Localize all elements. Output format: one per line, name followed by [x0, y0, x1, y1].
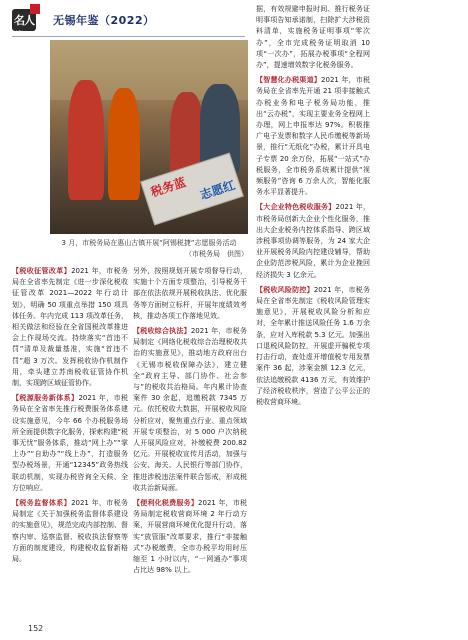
photo-volunteer [108, 88, 140, 200]
header-divider [12, 36, 245, 37]
article-paragraph [256, 4, 370, 71]
article-paragraph [256, 285, 370, 408]
section-heading: 【大企业特色税收服务】 [256, 203, 336, 212]
page-number: 152 [28, 624, 44, 633]
text-column-2 [133, 266, 247, 620]
section-heading: 【便利化税费服务】 [133, 499, 199, 508]
section-heading: 【税收风险防控】 [256, 285, 314, 294]
article-paragraph [133, 326, 247, 494]
photo-caption: 3 月，市税务局在惠山古镇开展“阿锡税捷”志愿服务活动 [61, 239, 237, 247]
paragraph-text: 2021 年，市税务局在全省率先制定《进一步深化税收征管改革 2021—2022 年行动计划》，明确 50 项重点举措 150 项具体任务。年内完成 113 项改革任务，相关做法和经验在全省国税改革推进会上作现场交流。持续落实“首违不罚”清单及裁量基准，实施“首违不罚”超 3 万次。发挥税收协作机制作用，牵头建立苏南税收征管协作机制，实现跨区域征管协作。 [12, 267, 128, 388]
banner-text-red: 税务蓝 [149, 175, 188, 200]
section-heading: 【税源服务新体系】 [12, 394, 79, 403]
page-header [0, 0, 468, 43]
article-paragraph [133, 266, 247, 322]
section-heading: 【智慧化办税渠道】 [256, 76, 322, 85]
banner-text-blue: 志愿红 [198, 177, 237, 203]
paragraph-text: 2021 年，市税务局在全省率先推行税费服务体系建设实施意见，今年 66 个办税服务场所全面提供数字化服务，探索构建“税事无忧”服务体系，推动“网上办”“掌上办”“自助办”“线上办”，打造服务型办税场景，开通“12345”政务热线联动机制，实现办税咨询全天候、全方位响应。 [12, 394, 128, 492]
article-paragraph [256, 202, 370, 280]
logo-seal-icon [30, 4, 40, 14]
photo-banner [140, 153, 244, 226]
article-paragraph [12, 498, 128, 565]
article-paragraph [256, 75, 370, 198]
paragraph-text: 2021 年，市税务局在全省率先开通 21 项非接触式办税业务和电子税务局功能，推出“云办税”，实现主要业务全程网上办理，网上申报率达 97%。积极推广电子发票和数字人民币缴税等新场景，推行“无纸化”办税，累计开具电子专票 20 余万份，拓展“一站式”办税服务，全市税务系统累计提供“视频服务”咨询 6 万余人次，智能化服务水平显著提升。 [256, 76, 370, 197]
paragraph-text: 2021 年，市税务局制定税收营商环境 2 年行动方案，开展营商环境优化提升行动，落实“放管服”改革要求，推行“非接触式”办税缴费，全市办税平均用时压缩至 1 小时以内，“一网通办”事项占比达 98% 以上。 [133, 499, 247, 575]
section-heading: 【税务监督体系】 [12, 499, 72, 508]
event-photo [50, 40, 248, 234]
photo-volunteer [68, 80, 104, 200]
article-paragraph [12, 393, 128, 494]
paragraph-text: 另外，按照规划开展专项督导行动，实施十个方面专项整治，引导税务干部在依法依规开展税收执法、优化服务等方面树立标杆，开展年度绩效考核，推动各项工作落地见效。 [133, 267, 247, 320]
paragraph-text: 据，有效规避申报时间、推行税务证明事项告知承诺制，扫除扩大涉税资料清单，实施税务证明事项“零次办”，全市完成税务证明取消 10 项“一次办”，拓展办税事项“全程网办”，提速增效数字化税务服务。 [256, 5, 370, 70]
publication-title: 无锡年鉴（2022） [53, 14, 155, 27]
paragraph-text: 2021 年，市税务局在全省率先制定《税收风险管理实施意见》，开展税收风险分析和应对，全年累计推送风险任务 1.6 万余条，应对入库税款 5.3 亿元。加强出口退税风险防控，开展虚开骗税专项打击行动，查处虚开增值税专用发票案件 36 起，涉案金额 12.3 亿元，依法追缴税款 4136 万元，有效维护了经济税收秩序，营造了公平公正的税收营商环境。 [256, 285, 370, 406]
section-heading: 【税收征管改革】 [12, 267, 72, 275]
logo-text: 名人堂 [14, 14, 34, 43]
article-paragraph [12, 266, 128, 389]
paragraph-text: 2021 年，市税务局制定《关于加强税务监督体系建设的实施意见》，规范完成内部控制、督察内审、巡察监督、税收执法督察等方面的制度建设，构建税收监督新格局。 [12, 499, 128, 564]
paragraph-text: 2021 年，市税务局创新大企业个性化服务，推出大企业税务内控体系指导、跨区域涉税事项协调等服务，为 24 家大企业开展税务风险内控建设辅导，帮助企业防范涉税风险，累计为企业挽回经济损失 3 亿余元。 [256, 203, 370, 279]
photo-credit: （市税务局 供图） [185, 250, 248, 258]
text-column-1 [12, 266, 128, 620]
text-column-3 [256, 4, 370, 634]
paragraph-text: 2021 年，市税务局制定《网络化税收综合治理税收共治的实施意见》，推动地方政府出台《无锡市税收保障办法》，建立健全“政府主导、部门协作、社会参与”的税收共治格局。年内累计协查案件 30 余起，追缴税款 7345 万元。依托税收大数据，开展税收风险分析应对，聚焦重点行业、重点领域开展专项整治，对 5 000 户次纳税人开展风险应对，补缴税费 200.82 亿元。开展税收宣传月活动，加强与公安、海关、人民银行等部门协作，推进涉税违法案件联合惩戒，形成税收共治新局面。 [133, 327, 247, 492]
article-paragraph [133, 498, 247, 576]
section-heading: 【税收综合执法】 [133, 327, 191, 336]
